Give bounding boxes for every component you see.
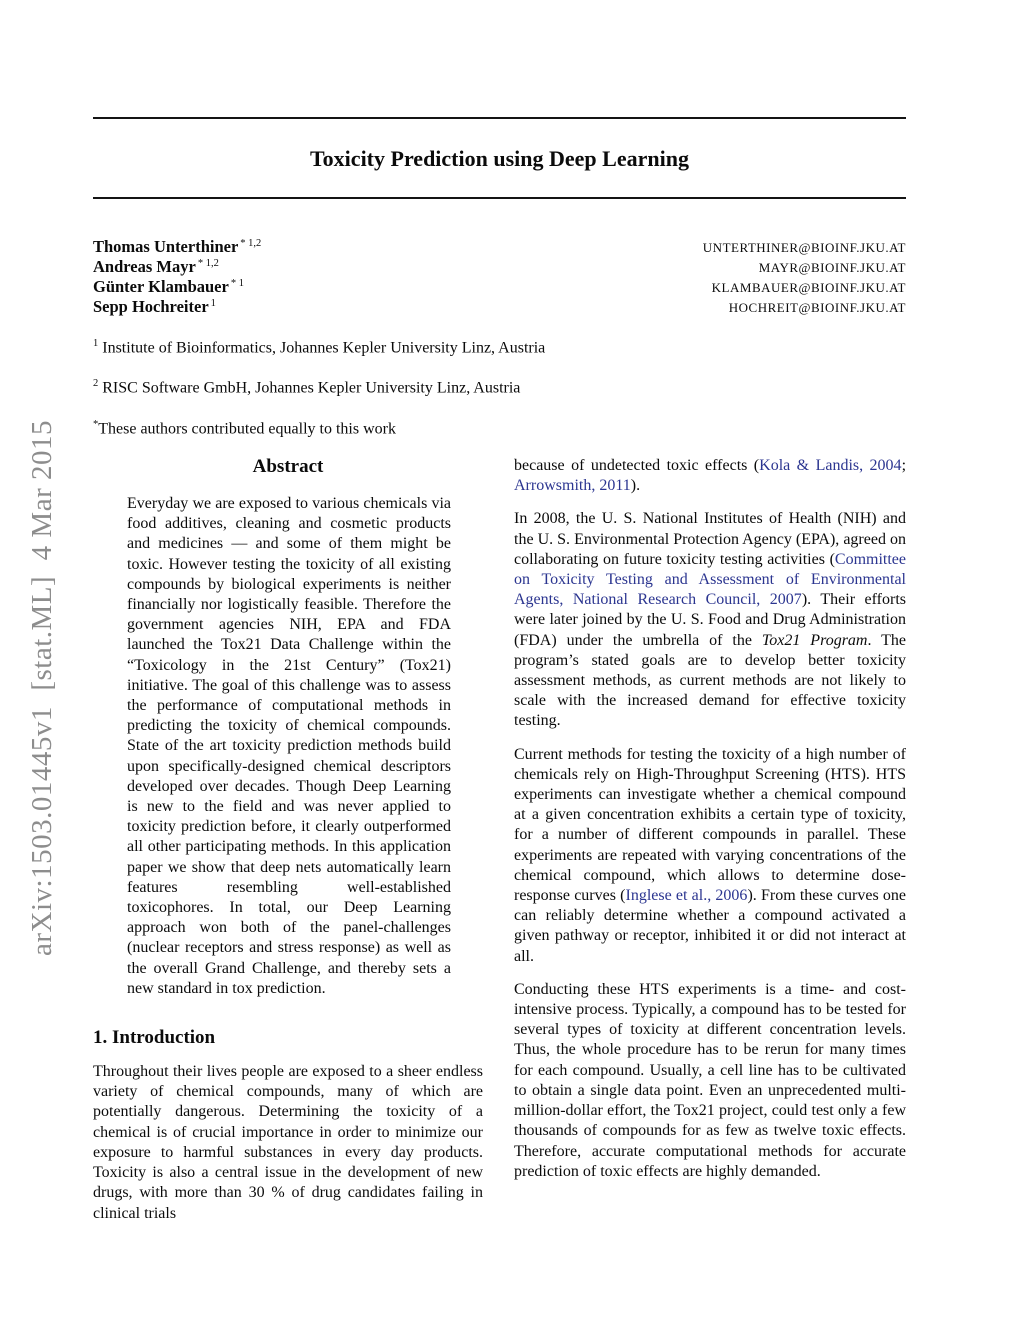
arxiv-watermark: arXiv:1503.01445v1 [stat.ML] 4 Mar 2015 [26,420,58,956]
author-row [93,277,906,297]
text-run: ). Their efforts were later joined by the U. S. Food and Drug Administration (FDA) under the umbrella of the [514,591,907,649]
author-row [93,257,906,277]
citation-link[interactable]: Committee on Toxicity Testing and Assessment of Environmental Agents, National Research Council, 2007 [514,550,906,609]
affiliation-block [93,334,906,398]
author-email: KLAMBAUER@BIOINF.JKU.AT [711,280,906,295]
citation-link[interactable]: Arrowsmith, 2011 [514,477,631,495]
text-run: ). From these curves one can reliably determine whether a compound activated a given pathway or receptor, inhibited it or did not interact at all. [514,887,907,965]
introduction-heading: 1. Introduction [93,1027,216,1049]
text-run: In 2008, the U. S. National Institutes of Health (NIH) and the U. S. Environmental Protection Agency (EPA), agreed on collaborating on future toxicity testing activities ( [514,510,906,568]
author-affiliation-marks: * 1,2 [240,238,262,249]
author-name: Thomas Unterthiner [93,237,239,256]
equal-contribution-note [93,415,906,438]
affiliation-text: Institute of Bioinformatics, Johannes Kepler University Linz, Austria [98,339,546,357]
citation-link[interactable]: Kola & Landis, 2004 [759,457,902,474]
text-run: because of undetected toxic effects ( [514,457,760,474]
abstract-heading: Abstract [252,456,324,477]
author-name-group [93,277,244,297]
note-marker: * [93,418,99,430]
body-paragraph [514,980,906,1182]
author-affiliation-marks: * 1,2 [197,258,219,269]
right-column [514,456,906,1237]
title-rule-bottom [93,197,906,199]
abstract-paragraph: Everyday we are exposed to various chemicals via food additives, cleaning and cosmetic products and medicines — and some of them might be toxic. However testing the toxicity of all existing compounds by biological experiments is neither financially nor logistically feasible. Therefore the government agencies NIH, EPA and FDA launched the Tox21 Data Challenge within the “Toxicology in the 21st Century” (Tox21) initiative. The goal of this challenge was to assess the performance of computational methods in predicting the toxicity of chemical compounds. State of the art toxicity prediction methods build upon specifically-designed chemical descriptors developed over decades. Though Deep Learning is new to the field and was never applied to toxicity prediction before, it clearly outperformed all other participating methods. In this application paper we show that deep nets automatically learn features resembling well-established toxicophores. In total, our Deep Learning approach won both of the panel-challenges (nuclear receptors and stress response) as well as the overall Grand Challenge, and thereby sets a new standard in tox prediction. [127,495,451,997]
paper-title: Toxicity Prediction using Deep Learning [310,146,689,171]
note-text: These authors contributed equally to this work [98,419,396,437]
left-column [93,456,483,1237]
author-email: UNTERTHINER@BIOINF.JKU.AT [702,240,906,255]
author-name: Andreas Mayr [93,257,196,276]
text-run: . The program’s stated goals are to develop better toxicity assessment methods, as current methods are not likely to scale with the increased demand for effective toxicity testing. [514,631,906,730]
body-paragraph [514,745,906,967]
body-paragraph [514,509,906,731]
author-name-group [93,257,219,277]
emphasis-text: Tox21 Program [761,631,868,649]
affiliation-row [93,334,906,357]
author-name: Sepp Hochreiter [93,297,209,316]
two-column-body [93,456,906,1237]
author-name: Günter Klambauer [93,277,229,296]
affiliation-text: RISC Software GmbH, Johannes Kepler University Linz, Austria [98,379,521,397]
text-run: ). [630,477,641,495]
author-affiliation-marks: 1 [210,298,216,309]
affiliation-row [93,374,906,397]
author-row [93,297,906,317]
title-rule-top [93,117,906,119]
body-paragraph [514,456,906,496]
affiliation-number: 1 [93,338,99,349]
author-affiliation-marks: * 1 [230,278,244,289]
text-run: Conducting these HTS experiments is a time- and cost-intensive process. Typically, a compound has to be tested for several types of toxicity at different concentration levels. Thus, the whole procedure has to be rerun for many times for each compound. Usually, a cell line has to be cultivated to obtain a single data point. Even an unprecedented multi-million-dollar effort, the Tox21 project, could test only a few thousands of compounds for as few as twelve toxic effects. Therefore, accurate computational methods for accurate prediction of toxic effects are highly demanded. [514,980,906,1180]
author-email: MAYR@BIOINF.JKU.AT [758,260,906,275]
text-run: ; [901,457,907,474]
author-block [93,237,906,317]
author-email: HOCHREIT@BIOINF.JKU.AT [728,300,906,315]
citation-link[interactable]: Inglese et al., 2006 [625,887,748,905]
author-name-group [93,297,216,317]
affiliation-number: 2 [93,378,99,390]
text-run: Current methods for testing the toxicity of a high number of chemicals rely on High-Throughput Screening (HTS). HTS experiments can investigate whether a chemical compound at a given concentration exhibits a certain type of toxicity, for a number of different compounds in parallel. These experiments are repeated with varying concentrations of the chemical compound, which allows to determine dose-response curves ( [514,745,906,905]
page-content [93,0,906,1325]
author-row [93,237,906,257]
author-name-group [93,237,261,257]
introduction-paragraph: Throughout their lives people are exposed to a sheer endless variety of chemical compounds, many of which are potentially dangerous. Determining the toxicity of a chemical is of crucial importance in order to minimize our exposure to harmful substances in every day products. Toxicity is also a central issue in the development of new drugs, with more than 30 % of drug candidates failing in clinical trials [93,1063,483,1222]
